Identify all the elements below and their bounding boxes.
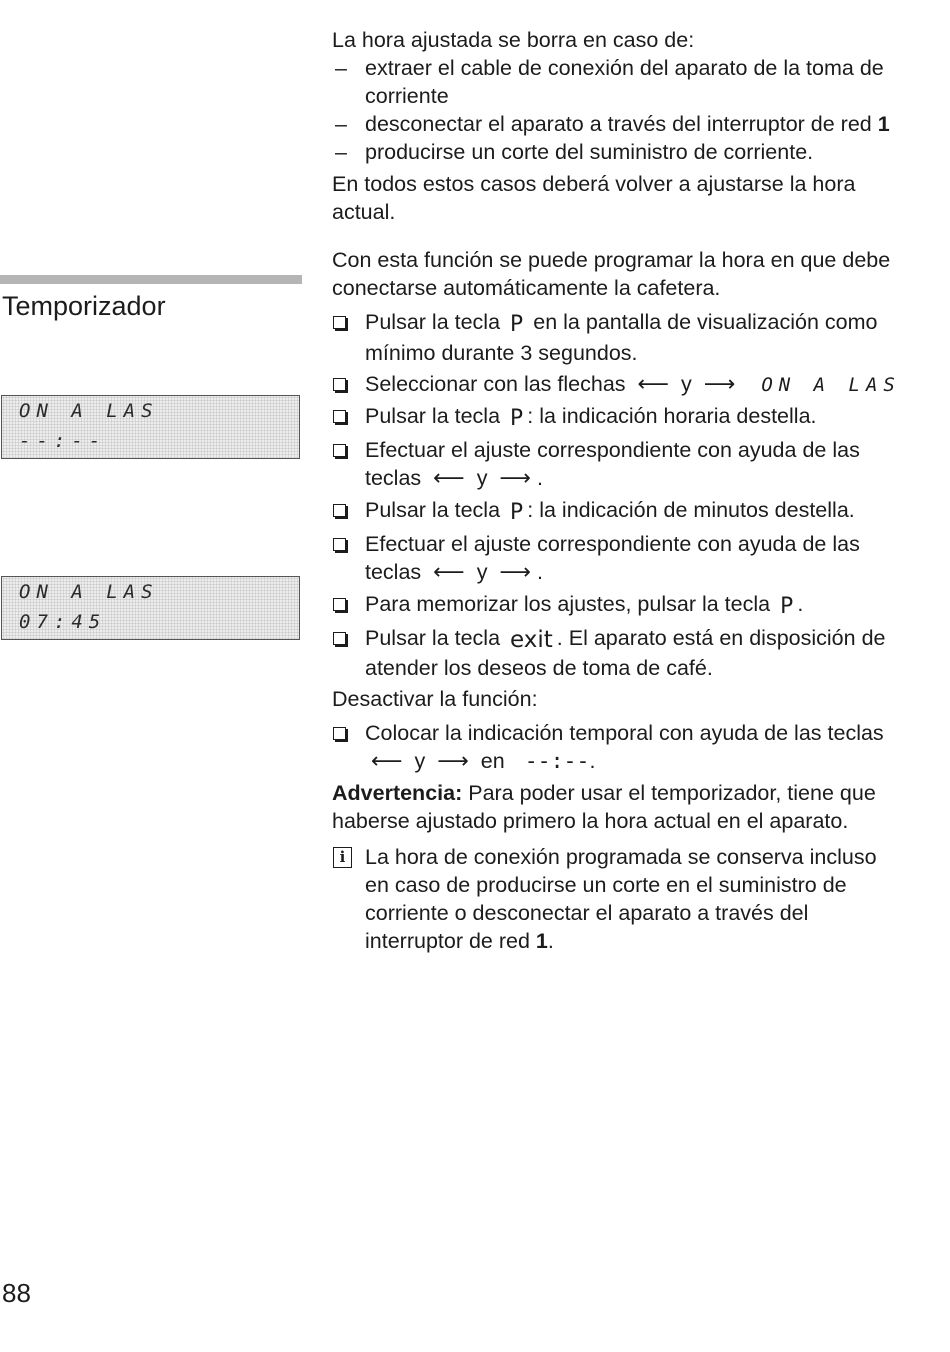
- step-item: Pulsar la tecla P en la pantalla de visualización como mínimo durante 3 segundos.: [332, 308, 902, 367]
- section-intro: Con esta función se puede programar la hora en que debe conectarse automáticamente la cafetera.: [332, 248, 891, 300]
- lcd-line-2: 07:45: [19, 611, 107, 633]
- intro-lead: La hora ajustada se borra en caso de:: [332, 28, 695, 52]
- arrow-left-icon: ⟵: [637, 372, 670, 397]
- inline-lcd-text: ON A LAS: [761, 374, 901, 396]
- arrow-left-icon: ⟵: [371, 749, 403, 774]
- dash-list-item: [332, 110, 902, 138]
- step-item: Efectuar el ajuste correspondiente con ayuda de las teclas ⟵ y ⟶ .: [332, 436, 902, 493]
- deactivate-title: Desactivar la función:: [332, 687, 538, 711]
- warning-label: Advertencia:: [332, 781, 463, 805]
- step-item: Para memorizar los ajustes, pulsar la tecla P .: [332, 590, 902, 621]
- dash-list-item: [332, 54, 902, 110]
- dash-symbol: –: [335, 140, 347, 164]
- checkbox-bullet-icon: [333, 410, 346, 423]
- step-item: Efectuar el ajuste correspondiente con ayuda de las teclas ⟵ y ⟶ .: [332, 530, 902, 587]
- key-p-symbol: P: [510, 500, 524, 525]
- lcd-line-1: ON A LAS: [19, 581, 159, 603]
- checkbox-bullet-icon: [333, 598, 346, 611]
- warning-paragraph: [332, 779, 902, 835]
- dash-symbol: –: [335, 56, 347, 80]
- step-item: Colocar la indicación temporal con ayuda de las teclas ⟵ y ⟶ en --:--.: [332, 719, 902, 776]
- key-exit-symbol: exit: [510, 627, 553, 653]
- step-item: Pulsar la tecla exit . El aparato está en disposición de atender los deseos de toma de café.: [332, 624, 902, 682]
- arrow-right-icon: ⟶: [499, 560, 531, 585]
- checkbox-bullet-icon: [333, 316, 346, 329]
- checkbox-bullet-icon: [333, 504, 346, 517]
- step-item: Pulsar la tecla P : la indicación de minutos destella.: [332, 496, 902, 527]
- lcd-line-1: ON A LAS: [19, 400, 159, 422]
- key-p-symbol: P: [510, 312, 524, 337]
- arrow-left-icon: ⟵: [433, 466, 465, 491]
- key-p-symbol: P: [780, 594, 794, 619]
- inline-lcd-value: --:--: [524, 749, 590, 774]
- checkbox-bullet-icon: [333, 727, 346, 740]
- dash-item-text: extraer el cable de conexión del aparato de la toma de corriente: [365, 56, 884, 108]
- key-p-symbol: P: [510, 406, 524, 431]
- warning-text: Para poder usar el temporizador, tiene que haberse ajustado primero la hora actual en el aparato.: [332, 781, 876, 833]
- dash-item-text: producirse un corte del suministro de corriente.: [365, 140, 814, 164]
- intro-closing: En todos estos casos deberá volver a ajustarse la hora actual.: [332, 172, 856, 224]
- dash-list-item: [332, 138, 902, 166]
- main-text-column: [332, 26, 902, 955]
- arrow-right-icon: ⟶: [499, 466, 531, 491]
- dash-item-text: desconectar el aparato a través del interruptor de red: [365, 112, 878, 136]
- arrow-left-icon: ⟵: [433, 560, 465, 585]
- checkbox-bullet-icon: [333, 632, 346, 645]
- info-icon: i: [333, 847, 352, 868]
- checkbox-bullet-icon: [333, 538, 346, 551]
- info-text: La hora de conexión programada se conserva incluso en caso de producirse un corte en el suministro de corriente o desconectar el aparato a través del interruptor de red: [365, 845, 877, 953]
- lcd-display-unset: [1, 395, 300, 459]
- lcd-line-2: --:--: [19, 430, 107, 452]
- step-item: Seleccionar con las flechas ⟵ y ⟶ ON A LAS: [332, 370, 902, 399]
- info-bold: 1: [535, 929, 548, 953]
- lcd-display-set: [1, 576, 300, 640]
- info-note: i La hora de conexión programada se conserva incluso en caso de producirse un corte en el suministro de corriente o desconectar el aparato a través del interruptor de red 1.: [332, 843, 902, 955]
- section-divider-bar: [0, 275, 302, 284]
- dash-symbol: –: [335, 112, 347, 136]
- dash-item-bold: 1: [877, 112, 890, 136]
- checkbox-bullet-icon: [333, 444, 346, 457]
- page-number: 88: [2, 1278, 31, 1308]
- section-heading: Temporizador: [2, 291, 166, 321]
- arrow-right-icon: ⟶: [703, 372, 736, 397]
- checkbox-bullet-icon: [333, 378, 346, 391]
- step-item: Pulsar la tecla P : la indicación horaria destella.: [332, 402, 902, 433]
- arrow-right-icon: ⟶: [437, 749, 469, 774]
